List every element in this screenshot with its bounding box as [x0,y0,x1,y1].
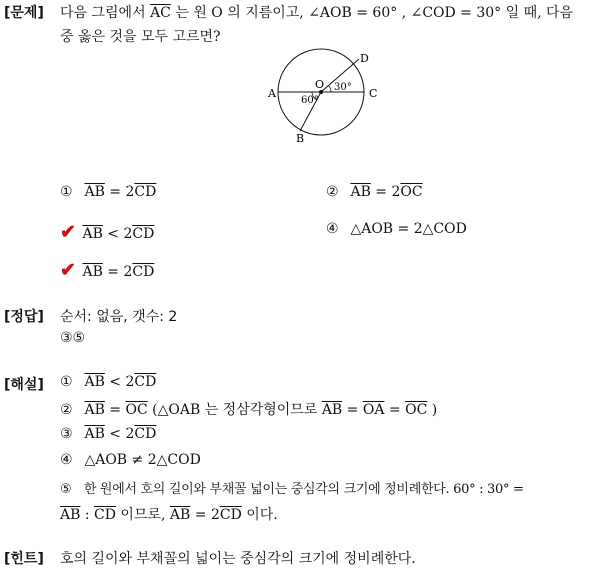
point-o: O [315,78,325,91]
explanation-line-4: ④ △AOB ≠ 2△COD [60,452,201,468]
angle-arc-cod [329,86,331,92]
explanation-line-6: $\overline{AB}$ : $\overline{CD}$ 이므로, $\overline{AB} = 2\overline{CD}$ 이다. [60,507,278,523]
answer-label: [정답] [4,309,44,325]
angle-cod-label: 30° [334,82,352,93]
check-icon: ✔ [60,259,76,281]
choice-4[interactable]: ④ △AOB = 2△COD [326,221,467,237]
explanation-line-1: ① $\overline{AB} < 2\overline{CD}$ [60,374,157,390]
hint-label: [힌트] [4,551,44,567]
segment-ac: $\overline{AC}$ [150,5,171,21]
explanation-label: [해설] [4,377,44,393]
choice-2[interactable]: ② $\overline{AB} = 2\overline{OC}$ [326,184,423,200]
answer-line-2: ③⑤ [60,330,86,346]
explanation-line-5: ⑤ 한 원에서 호의 길이와 부채꼴 넓이는 중심각의 크기에 정비례한다. 60° : 30° = [60,482,524,497]
problem-line-1: 다음 그림에서 $\overline{AC}$ 는 원 O 의 지름이고, ∠AOB = 60° , ∠COD = 30° 일 때, 다음 [60,5,574,21]
answer-line-1: 순서: 없음, 갯수: 2 [60,309,178,325]
point-a: A [268,87,276,100]
choice-5[interactable]: ✔ $\overline{AB} = 2\overline{CD}$ [60,259,155,281]
explanation-line-2: ② $\overline{AB} = \overline{OC}$ (△OAB 는 정삼각형이므로 $\overline{AB} = \overline{OA} = \overline{OC}$ ) [60,402,438,418]
hint-text: 호의 길이와 부채꼴의 넓이는 중심각의 크기에 정비례한다. [60,551,416,567]
point-c: C [369,87,378,100]
problem-line-2: 중 옳은 것을 모두 고르면? [60,29,221,45]
check-icon: ✔ [60,221,76,243]
circle-figure [0,45,592,195]
choice-1[interactable]: ① $\overline{AB} = 2\overline{CD}$ [60,184,157,200]
explanation-line-3: ③ $\overline{AB} < 2\overline{CD}$ [60,426,157,442]
choice-3[interactable]: ✔ $\overline{AB} < 2\overline{CD}$ [60,221,155,243]
point-d: D [360,52,369,65]
problem-label: [문제] [4,5,44,21]
point-b: B [296,132,305,145]
angle-aob-label: 60° [301,95,319,106]
